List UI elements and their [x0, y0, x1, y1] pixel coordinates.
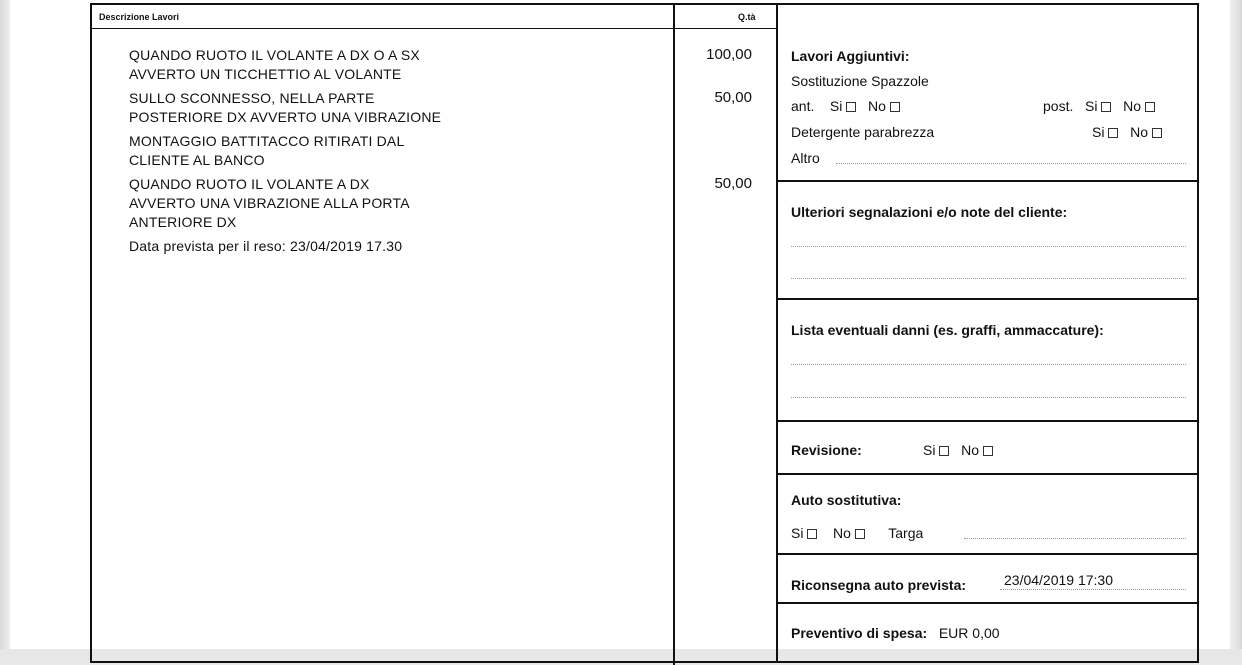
danni-line-1[interactable] [791, 364, 1186, 365]
revisione-no-label: No [961, 442, 980, 458]
page-shadow-right [1230, 0, 1242, 649]
detergente-label: Detergente parabrezza [791, 124, 935, 140]
auto-sostitutiva-title: Auto sostitutiva: [791, 492, 902, 508]
work-line: AVVERTO UN TICCHETTIO AL VOLANTE [129, 66, 402, 82]
section-divider [778, 602, 1197, 604]
detergente-options [1092, 124, 1162, 140]
header-quantity: Q.tà [738, 12, 756, 22]
ant-no-label: No [868, 98, 886, 114]
header-description: Descrizione Lavori [99, 12, 180, 22]
section-divider [778, 420, 1197, 422]
targa-field[interactable] [964, 538, 1186, 539]
work-line: ANTERIORE DX [129, 214, 237, 230]
work-line: QUANDO RUOTO IL VOLANTE A DX [129, 176, 370, 192]
targa-label: Targa [888, 525, 924, 541]
return-date-line: Data prevista per il reso: 23/04/2019 17.30 [129, 238, 403, 254]
work-line: CLIENTE AL BANCO [129, 152, 265, 168]
ant-no-checkbox[interactable] [890, 102, 900, 112]
quantity-value: 50,00 [714, 89, 752, 106]
work-line: SULLO SCONNESSO, NELLA PARTE [129, 90, 375, 106]
riconsegna-field[interactable] [1000, 589, 1186, 590]
altro-label: Altro [791, 150, 820, 166]
danni-line-2[interactable] [791, 397, 1186, 398]
spazzole-label: Sostituzione Spazzole [791, 73, 929, 89]
work-description-table [90, 3, 776, 663]
riconsegna-value: 23/04/2019 17:30 [1004, 572, 1113, 588]
detergente-si-checkbox[interactable] [1108, 128, 1118, 138]
ulteriori-title: Ulteriori segnalazioni e/o note del cliente: [791, 204, 1068, 220]
ant-si-checkbox[interactable] [846, 102, 856, 112]
work-line: POSTERIORE DX AVVERTO UNA VIBRAZIONE [129, 109, 442, 125]
auto-no-checkbox[interactable] [855, 529, 865, 539]
section-divider [778, 553, 1197, 555]
post-row [1043, 98, 1155, 114]
work-line: AVVERTO UNA VIBRAZIONE ALLA PORTA [129, 195, 410, 211]
ulteriori-line-2[interactable] [791, 278, 1186, 279]
detergente-si-label: Si [1092, 124, 1105, 140]
post-si-label: Si [1085, 98, 1098, 114]
section-divider [778, 298, 1197, 300]
post-label: post. [1043, 98, 1074, 114]
revisione-si-checkbox[interactable] [939, 446, 949, 456]
auto-si-label: Si [791, 525, 804, 541]
lavori-title: Lavori Aggiuntivi: [791, 48, 910, 64]
ant-label: ant. [791, 98, 815, 114]
post-no-checkbox[interactable] [1145, 102, 1155, 112]
page-shadow-left [0, 0, 10, 649]
revisione-options [923, 442, 993, 458]
detergente-no-label: No [1130, 124, 1149, 140]
auto-si-checkbox[interactable] [807, 529, 817, 539]
detergente-no-checkbox[interactable] [1152, 128, 1162, 138]
auto-no-label: No [833, 525, 851, 541]
revisione-title: Revisione: [791, 442, 862, 458]
auto-sostitutiva-options [791, 525, 923, 541]
document-page [10, 0, 1230, 649]
revisione-no-checkbox[interactable] [983, 446, 993, 456]
riconsegna-title: Riconsegna auto prevista: [791, 577, 967, 593]
section-divider [778, 473, 1197, 475]
post-si-checkbox[interactable] [1101, 102, 1111, 112]
side-panel [776, 3, 1199, 663]
altro-field[interactable] [836, 163, 1186, 164]
preventivo-title: Preventivo di spesa: [791, 625, 928, 641]
revisione-si-label: Si [923, 442, 936, 458]
post-no-label: No [1123, 98, 1142, 114]
column-separator [673, 5, 675, 665]
quantity-value: 50,00 [714, 175, 752, 192]
ant-row [791, 98, 900, 114]
ant-si-label: Si [829, 98, 843, 114]
ulteriori-line-1[interactable] [791, 246, 1186, 247]
danni-title: Lista eventuali danni (es. graffi, ammaccature): [791, 322, 1104, 338]
work-line: QUANDO RUOTO IL VOLANTE A DX O A SX [129, 47, 420, 63]
quantity-value: 100,00 [706, 46, 752, 63]
preventivo-value: EUR 0,00 [938, 625, 1000, 641]
work-line: MONTAGGIO BATTITACCO RITIRATI DAL [129, 133, 405, 149]
section-divider [778, 180, 1197, 182]
preventivo-row [791, 625, 1000, 641]
